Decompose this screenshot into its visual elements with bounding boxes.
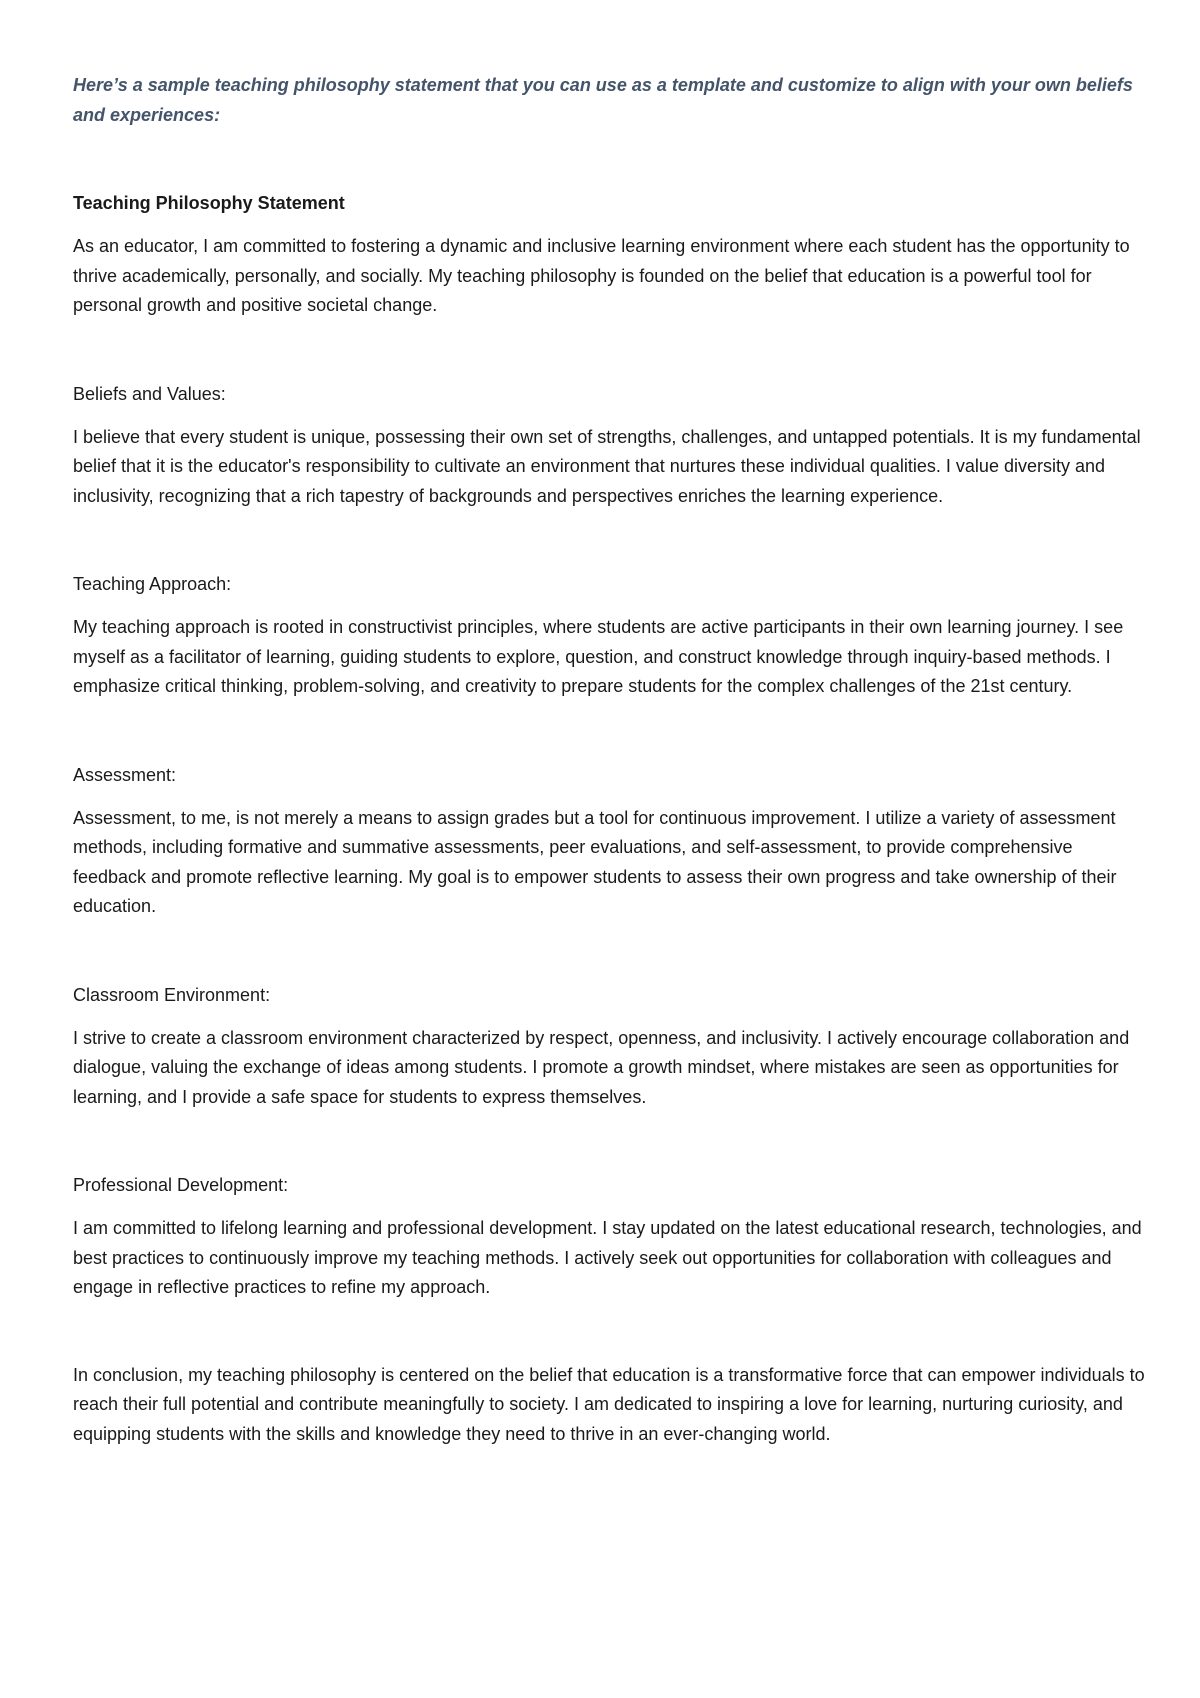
section-text-environment: I strive to create a classroom environment characterized by respect, openness, and inclusivity. I actively encourage collaboration and dialogue, valuing the exchange of ideas among students. I promote a growth mindset, where mistakes are seen as opportunities for learning, and I provide a safe space for students to express themselves.	[73, 1027, 1130, 1107]
document-page	[73, 70, 1148, 1449]
section-heading-development: Professional Development:	[73, 1175, 289, 1195]
section-text-assessment: Assessment, to me, is not merely a means to assign grades but a tool for continuous improvement. I utilize a variety of assessment methods, including formative and summative assessments, peer evaluations, and self-assessment, to provide comprehensive feedback and promote reflective learning. My goal is to empower students to assess their own progress and take ownership of their education.	[73, 807, 1117, 916]
section-heading-assessment: Assessment:	[73, 764, 177, 785]
section-text-beliefs: I believe that every student is unique, possessing their own set of strengths, challenges, and untapped potentials. It is my fundamental belief that it is the educator's responsibility to cultivate an environment that nurtures these individual qualities. I value diversity and inclusivity, recognizing that a rich tapestry of backgrounds and perspectives enriches the learning experience.	[73, 426, 1141, 506]
section-text-development: I am committed to lifelong learning and professional development. I stay updated on the latest educational research, technologies, and best practices to continuously improve my teaching methods. I actively seek out opportunities for collaboration with colleagues and engage in reflective practices to refine my approach.	[73, 1218, 1142, 1297]
opening-paragraph: As an educator, I am committed to fostering a dynamic and inclusive learning environment where each student has the opportunity to thrive academically, personally, and socially. My teaching philosophy is founded on the belief that education is a powerful tool for personal growth and positive societal change.	[73, 236, 1130, 315]
conclusion-paragraph: In conclusion, my teaching philosophy is centered on the belief that education is a transformative force that can empower individuals to reach their full potential and contribute meaningfully to society. I am dedicated to inspiring a love for learning, nurturing curiosity, and equipping students with the skills and knowledge they need to thrive in an ever-changing world.	[73, 1364, 1145, 1444]
section-heading-beliefs: Beliefs and Values:	[73, 383, 226, 404]
intro-note: Here’s a sample teaching philosophy statement that you can use as a template and customize to align with your own beliefs and experiences:	[73, 75, 1133, 125]
section-heading-environment: Classroom Environment:	[73, 984, 271, 1005]
section-heading-approach: Teaching Approach:	[73, 574, 232, 594]
document-title: Teaching Philosophy Statement	[73, 193, 345, 213]
section-text-approach: My teaching approach is rooted in constructivist principles, where students are active participants in their own learning journey. I see myself as a facilitator of learning, guiding students to explore, question, and construct knowledge through inquiry-based methods. I emphasize critical thinking, problem-solving, and creativity to prepare students for the complex challenges of the 21st century.	[73, 617, 1124, 696]
